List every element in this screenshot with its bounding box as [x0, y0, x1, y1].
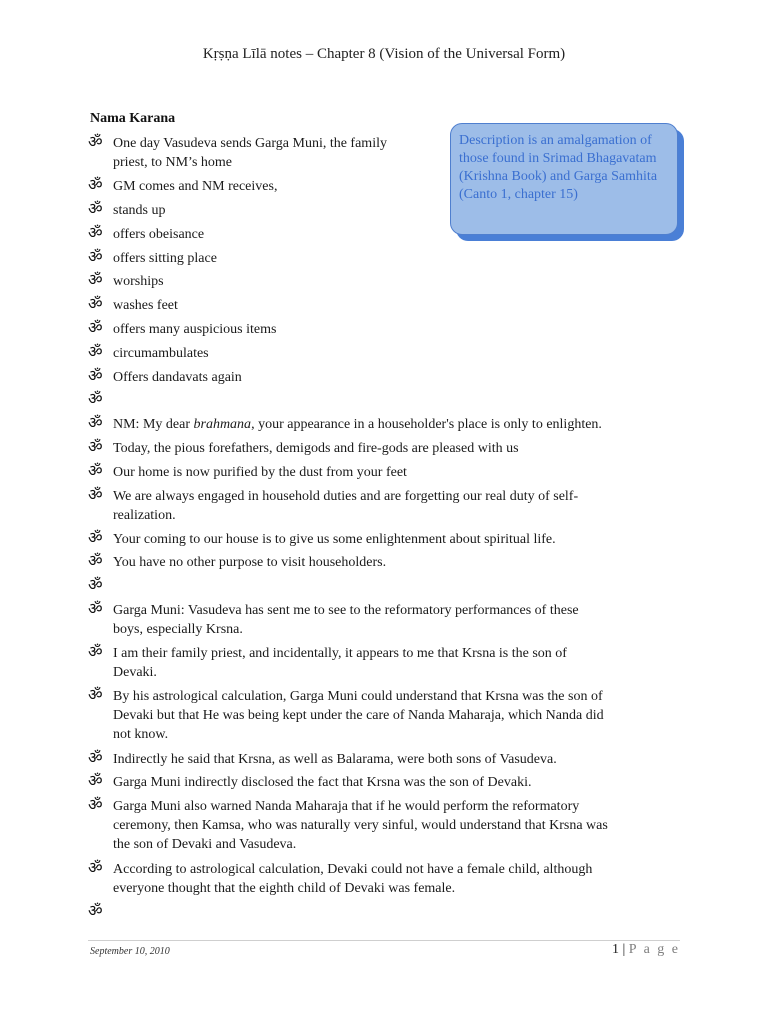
- list-item-line: Devaki.: [113, 665, 157, 681]
- list-item-text: [113, 249, 217, 268]
- om-bullet-icon: ॐ: [88, 685, 103, 705]
- om-bullet-icon: ॐ: [88, 413, 103, 433]
- om-bullet-icon: ॐ: [88, 771, 103, 791]
- om-bullet-icon: ॐ: [88, 222, 103, 242]
- om-bullet-icon: ॐ: [88, 270, 103, 290]
- list-item-line: Garga Muni also warned Nanda Maharaja that if he would perform the reformatory: [113, 799, 580, 815]
- callout-text: Description is an amalgamation of those found in Srimad Bhagavatam (Krishna Book) and Garga Samhita (Canto 1, chapter 15): [459, 133, 658, 202]
- list-item-line: NM: My dear brahmana, your appearance in a householder's place is only to enlighten.: [113, 417, 602, 433]
- list-item-text: [113, 487, 578, 525]
- list-item-line: Devaki but that He was being kept under the care of Nanda Maharaja, which Nanda did: [113, 708, 604, 724]
- om-bullet-icon: ॐ: [88, 900, 103, 920]
- om-bullet-icon: ॐ: [88, 365, 103, 385]
- list-item-line: By his astrological calculation, Garga Muni could understand that Krsna was the son of: [113, 689, 603, 705]
- list-item-line: stands up: [113, 202, 166, 218]
- list-item-line: We are always engaged in household duties and are forgetting our real duty of self-: [113, 488, 579, 504]
- om-bullet-icon: ॐ: [88, 795, 103, 815]
- list-item-line: Our home is now purified by the dust from your feet: [113, 464, 407, 480]
- om-bullet-icon: ॐ: [88, 317, 103, 337]
- list-item-text: [113, 644, 567, 682]
- list-item-line: washes feet: [113, 298, 178, 314]
- om-bullet-icon: ॐ: [88, 389, 103, 409]
- footer-page-number: [560, 942, 680, 958]
- om-bullet-icon: ॐ: [88, 484, 103, 504]
- list-item-line: One day Vasudeva sends Garga Muni, the family: [113, 136, 387, 151]
- list-item-text: [113, 320, 276, 339]
- om-bullet-icon: ॐ: [88, 132, 103, 151]
- list-item-line: GM comes and NM receives,: [113, 179, 278, 195]
- om-bullet-icon: ॐ: [88, 642, 103, 662]
- om-bullet-icon: ॐ: [88, 341, 103, 361]
- om-bullet-icon: ॐ: [88, 436, 103, 456]
- list-item-line: Garga Muni indirectly disclosed the fact that Krsna was the son of Devaki.: [113, 775, 532, 791]
- list-item-line: Indirectly he said that Krsna, as well as Balarama, were both sons of Vasudeva.: [113, 751, 557, 767]
- page-separator: |: [622, 942, 626, 957]
- om-bullet-icon: ॐ: [88, 599, 103, 618]
- om-bullet-icon: ॐ: [88, 294, 103, 314]
- list-item-text: [113, 687, 604, 744]
- om-bullet-icon: ॐ: [88, 246, 103, 266]
- section-title: Nama Karana: [90, 111, 176, 126]
- list-item-line: Garga Muni: Vasudeva has sent me to see to the reformatory performances of these: [113, 603, 579, 618]
- list-item-line: the son of Devaki and Vasudeva.: [113, 837, 297, 853]
- om-bullet-icon: ॐ: [88, 575, 103, 595]
- footer-divider: [88, 940, 680, 941]
- page-number: 1: [611, 942, 619, 957]
- list-item-line: offers obeisance: [113, 226, 205, 242]
- list-item-text: [113, 553, 386, 572]
- list-item-line: You have no other purpose to visit householders.: [113, 555, 387, 571]
- list-item-text: [113, 750, 557, 769]
- list-item-line: offers sitting place: [113, 250, 217, 266]
- list-item-text: [113, 368, 242, 387]
- om-bullet-icon: ॐ: [88, 198, 103, 218]
- list-item-text: [113, 530, 556, 549]
- list-item-line: ceremony, then Kamsa, who was naturally very sinful, would understand that Krsna was: [113, 818, 608, 834]
- list-item-text: [113, 439, 519, 458]
- list-item-text: [113, 177, 277, 196]
- footer-date: September 10, 2010: [90, 946, 170, 957]
- list-item-line: everyone thought that the eighth child of Devaki was female.: [113, 880, 456, 896]
- list-item-text: [113, 601, 579, 639]
- om-bullet-icon: ॐ: [88, 551, 103, 571]
- list-item-line: realization.: [113, 507, 176, 523]
- callout-box: [450, 123, 678, 235]
- list-item-text: [113, 415, 602, 434]
- list-item-text: [113, 201, 166, 220]
- list-item-text: [113, 860, 592, 898]
- list-item-text: [113, 773, 531, 792]
- page-word: P a g e: [628, 942, 680, 957]
- list-item-text: [113, 344, 209, 363]
- list-item-line: According to astrological calculation, Devaki could not have a female child, although: [113, 861, 593, 877]
- list-item-text: [113, 463, 407, 482]
- list-item-text: [113, 797, 608, 854]
- om-bullet-icon: ॐ: [88, 857, 103, 877]
- list-item-text: [113, 296, 178, 315]
- list-item-line: not know.: [113, 727, 169, 743]
- list-item-line: I am their family priest, and incidentally, it appears to me that Krsna is the son of: [113, 646, 567, 662]
- om-bullet-icon: ॐ: [88, 527, 103, 547]
- list-item-line: boys, especially Krsna.: [113, 622, 243, 637]
- om-bullet-icon: ॐ: [88, 175, 103, 195]
- om-bullet-icon: ॐ: [88, 460, 103, 480]
- list-item-line: Your coming to our house is to give us some enlightenment about spiritual life.: [113, 531, 556, 547]
- list-item-text: [113, 272, 164, 291]
- emphasis-text: brahmana: [193, 417, 252, 433]
- list-item-line: priest, to NM’s home: [113, 155, 232, 170]
- om-bullet-icon: ॐ: [88, 747, 103, 767]
- list-item-line: Today, the pious forefathers, demigods and fire-gods are pleased with us: [113, 440, 519, 456]
- list-item-line: circumambulates: [113, 345, 209, 361]
- list-item-line: offers many auspicious items: [113, 321, 277, 337]
- list-item-text: [113, 134, 387, 172]
- list-item-line: worships: [113, 274, 164, 290]
- list-item-line: Offers dandavats again: [113, 369, 242, 385]
- list-item-text: [113, 225, 204, 244]
- page-header: Kṛṣṇa Līlā notes – Chapter 8 (Vision of the Universal Form): [202, 46, 566, 62]
